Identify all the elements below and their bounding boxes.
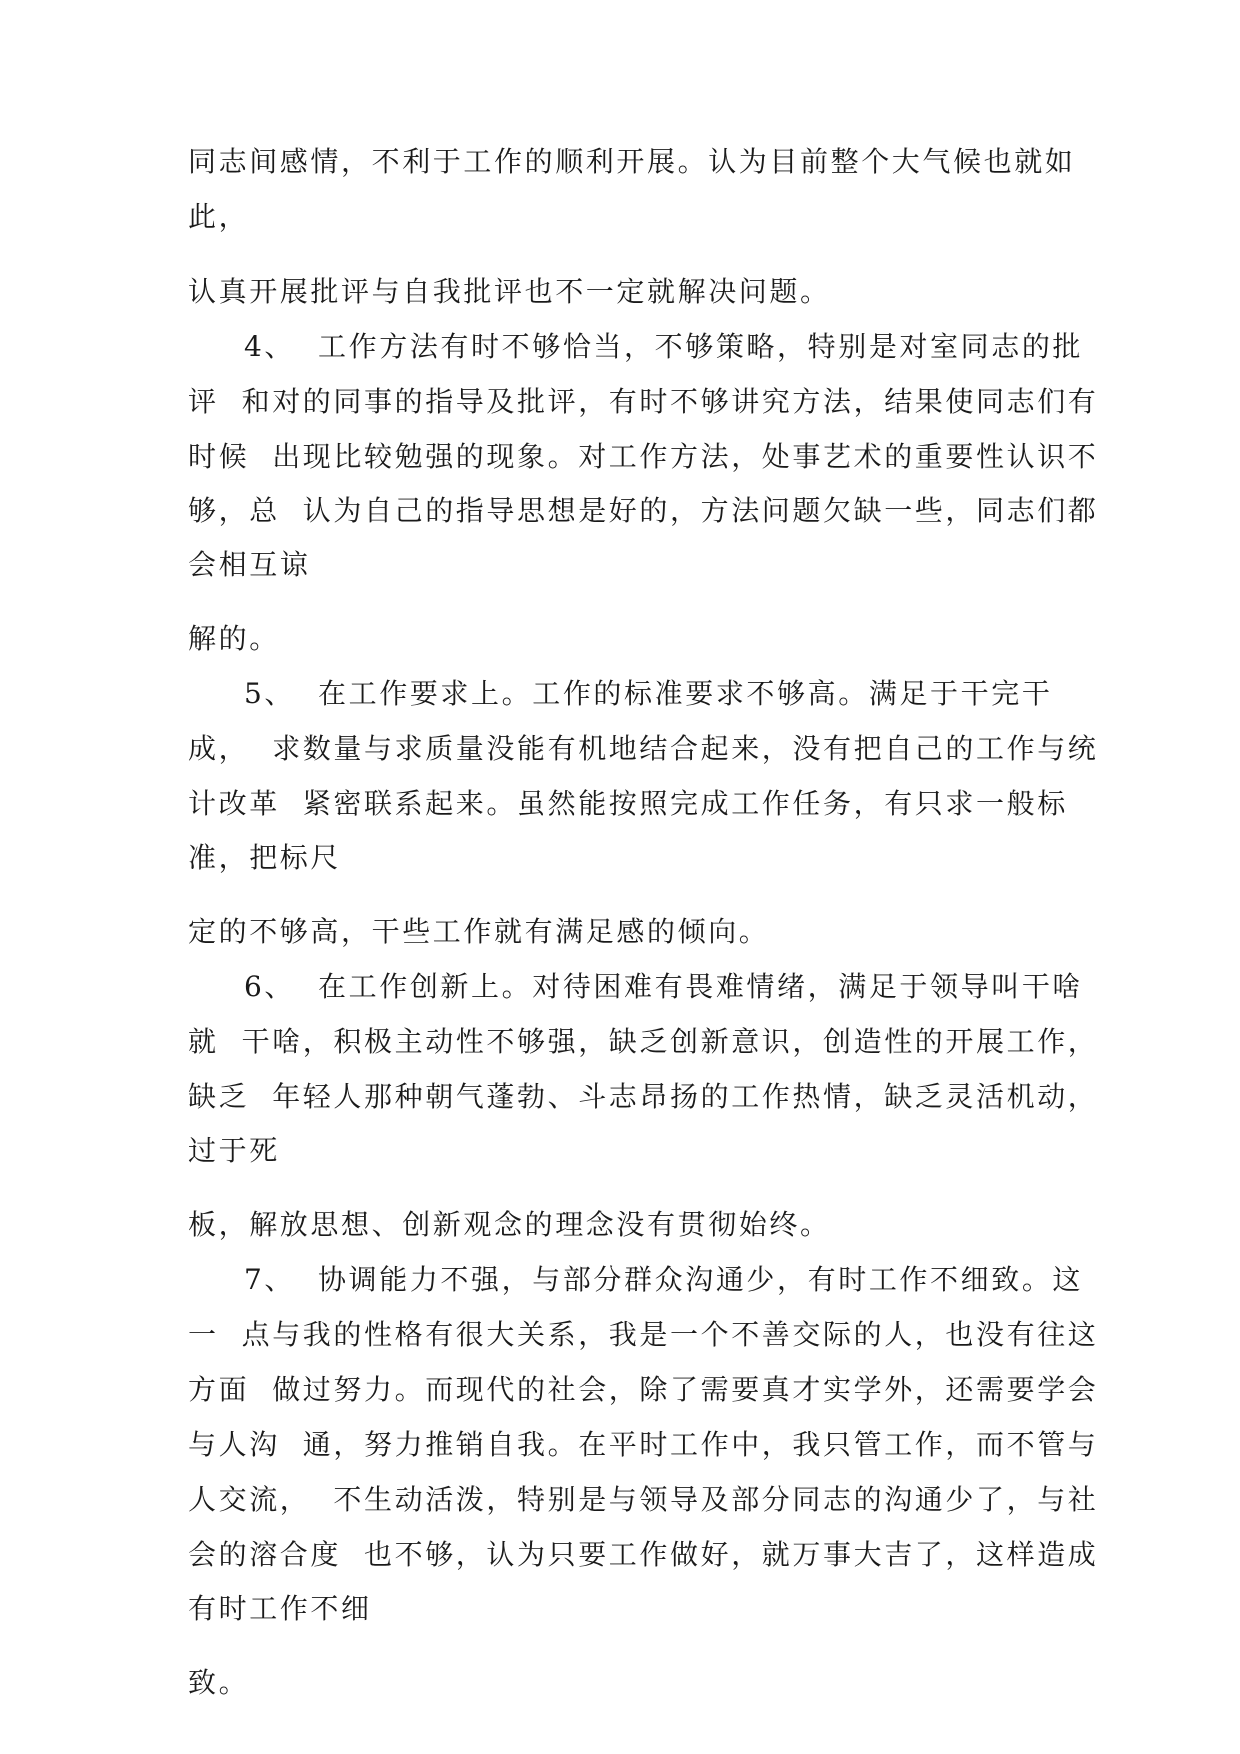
list-item-4-start: 4、 工作方法有时不够恰当，不够策略，特别是对室同志的批 [244, 330, 1084, 363]
text-line: 解的。 [188, 622, 280, 655]
text-line: 板，解放思想、创新观念的理念没有贯彻始终。 [188, 1208, 831, 1241]
text-line: 一 点与我的性格有很大关系，我是一个不善交际的人，也没有往这 [188, 1318, 1099, 1351]
list-item-5-start: 5、 在工作要求上。工作的标准要求不够高。满足于干完干 [244, 677, 1053, 710]
text-line: 定的不够高，干些工作就有满足感的倾向。 [188, 915, 770, 948]
text-line: 过于死 [188, 1134, 280, 1167]
text-line: 时候 出现比较勉强的现象。对工作方法，处事艺术的重要性认识不 [188, 440, 1099, 473]
text-line: 有时工作不细 [188, 1592, 372, 1625]
list-item-7-start: 7、 协调能力不强，与部分群众沟通少，有时工作不细致。这 [244, 1263, 1084, 1296]
text-line: 成， 求数量与求质量没能有机地结合起来，没有把自己的工作与统 [188, 732, 1099, 765]
text-line: 人交流， 不生动活泼，特别是与领导及部分同志的沟通少了，与社 [188, 1483, 1099, 1516]
text-line: 此， [188, 200, 250, 233]
text-line: 计改革 紧密联系起来。虽然能按照完成工作任务，有只求一般标 [188, 787, 1068, 820]
text-line: 会相互谅 [188, 548, 311, 581]
text-line: 就 干啥，积极主动性不够强，缺乏创新意识，创造性的开展工作， [188, 1025, 1099, 1058]
text-line: 致。 [188, 1666, 250, 1699]
text-line: 准，把标尺 [188, 841, 342, 874]
text-line: 同志间感情，不利于工作的顺利开展。认为目前整个大气候也就如 [188, 145, 1076, 178]
text-line: 缺乏 年轻人那种朝气蓬勃、斗志昂扬的工作热情，缺乏灵活机动， [188, 1080, 1099, 1113]
list-item-6-start: 6、 在工作创新上。对待困难有畏难情绪，满足于领导叫干啥 [244, 970, 1084, 1003]
text-line: 评 和对的同事的指导及批评，有时不够讲究方法，结果使同志们有 [188, 385, 1099, 418]
text-line: 方面 做过努力。而现代的社会，除了需要真才实学外，还需要学会 [188, 1373, 1099, 1406]
text-line: 认真开展批评与自我批评也不一定就解决问题。 [188, 275, 831, 308]
text-line: 与人沟 通，努力推销自我。在平时工作中，我只管工作，而不管与 [188, 1428, 1099, 1461]
text-line: 够，总 认为自己的指导思想是好的，方法问题欠缺一些，同志们都 [188, 494, 1099, 527]
text-line: 会的溶合度 也不够，认为只要工作做好，就万事大吉了，这样造成 [188, 1538, 1099, 1571]
